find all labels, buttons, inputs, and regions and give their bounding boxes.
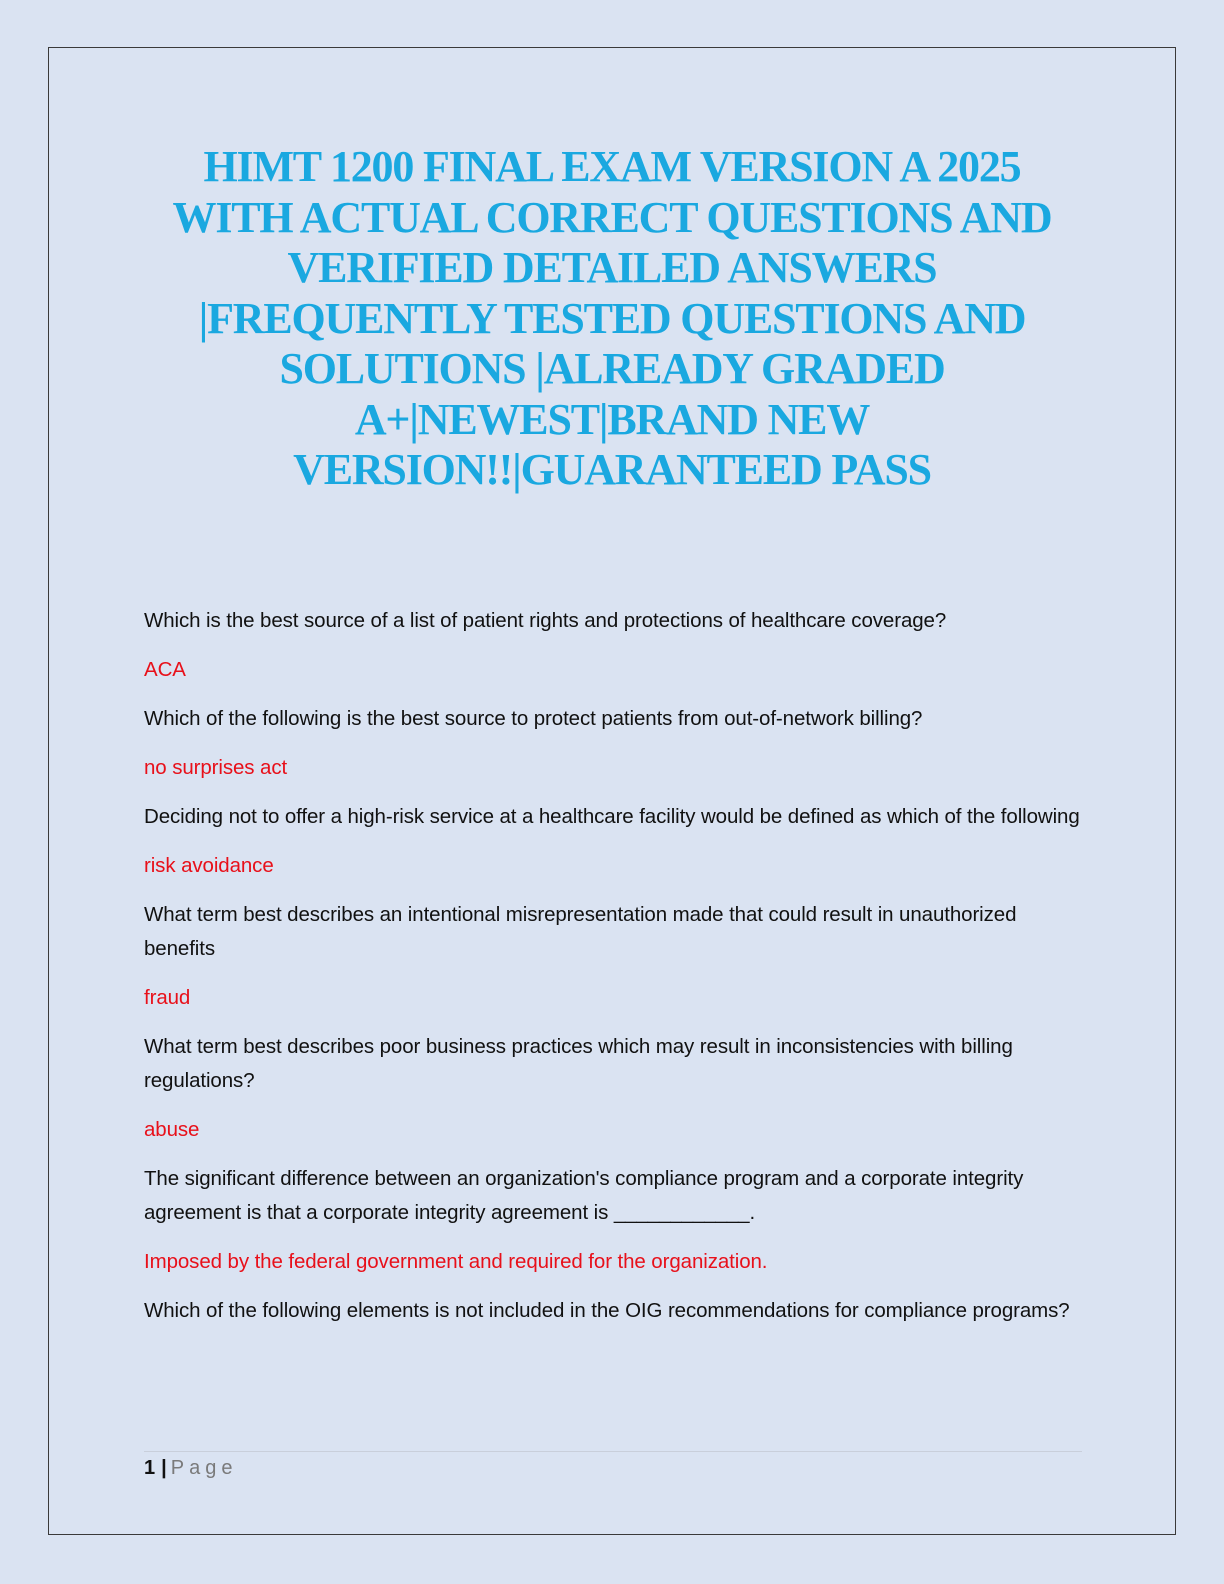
question-1: Which is the best source of a list of patient rights and protections of healthcare coverage?: [144, 609, 947, 632]
title-line: A+|NEWEST|BRAND NEW: [354, 394, 870, 444]
question-4: What term best describes an intentional misrepresentation made that could result in unauthorized benefits: [144, 903, 1017, 960]
question-6: The significant difference between an organization's compliance program and a corporate integrity agreement is that a corporate integrity agreement is ____________.: [144, 1167, 1024, 1224]
title-line: VERIFIED DETAILED ANSWERS: [287, 243, 937, 292]
answer-4: fraud: [144, 986, 191, 1009]
title-line: SOLUTIONS |ALREADY GRADED: [279, 344, 945, 393]
answer-2: no surprises act: [144, 756, 288, 779]
title-line: WITH ACTUAL CORRECT QUESTIONS AND: [172, 192, 1052, 242]
question-5: What term best describes poor business practices which may result in inconsistencies with billing regulations?: [144, 1035, 1013, 1092]
question-7: Which of the following elements is not included in the OIG recommendations for compliance programs?: [144, 1299, 1070, 1322]
answer-1: ACA: [144, 658, 186, 681]
footer-separator: |: [161, 1457, 167, 1479]
footer-divider: [144, 1451, 1082, 1452]
page-footer: [144, 1454, 237, 1482]
document-title: [150, 142, 1074, 496]
answer-3: risk avoidance: [144, 854, 274, 877]
title-line: HIMT 1200 FINAL EXAM VERSION A 2025: [203, 142, 1021, 191]
question-3: Deciding not to offer a high-risk service at a healthcare facility would be defined as which of the following: [144, 805, 1080, 828]
page-label: Page: [170, 1457, 238, 1479]
question-2: Which of the following is the best source to protect patients from out-of-network billing?: [144, 707, 923, 730]
title-line: VERSION!!|GUARANTEED PASS: [293, 445, 931, 494]
answer-5: abuse: [144, 1118, 200, 1141]
question-answer-list: [144, 604, 1084, 1343]
answer-6: Imposed by the federal government and required for the organization.: [144, 1250, 768, 1273]
title-line: |FREQUENTLY TESTED QUESTIONS AND: [198, 293, 1026, 343]
page-number: 1: [144, 1457, 156, 1479]
